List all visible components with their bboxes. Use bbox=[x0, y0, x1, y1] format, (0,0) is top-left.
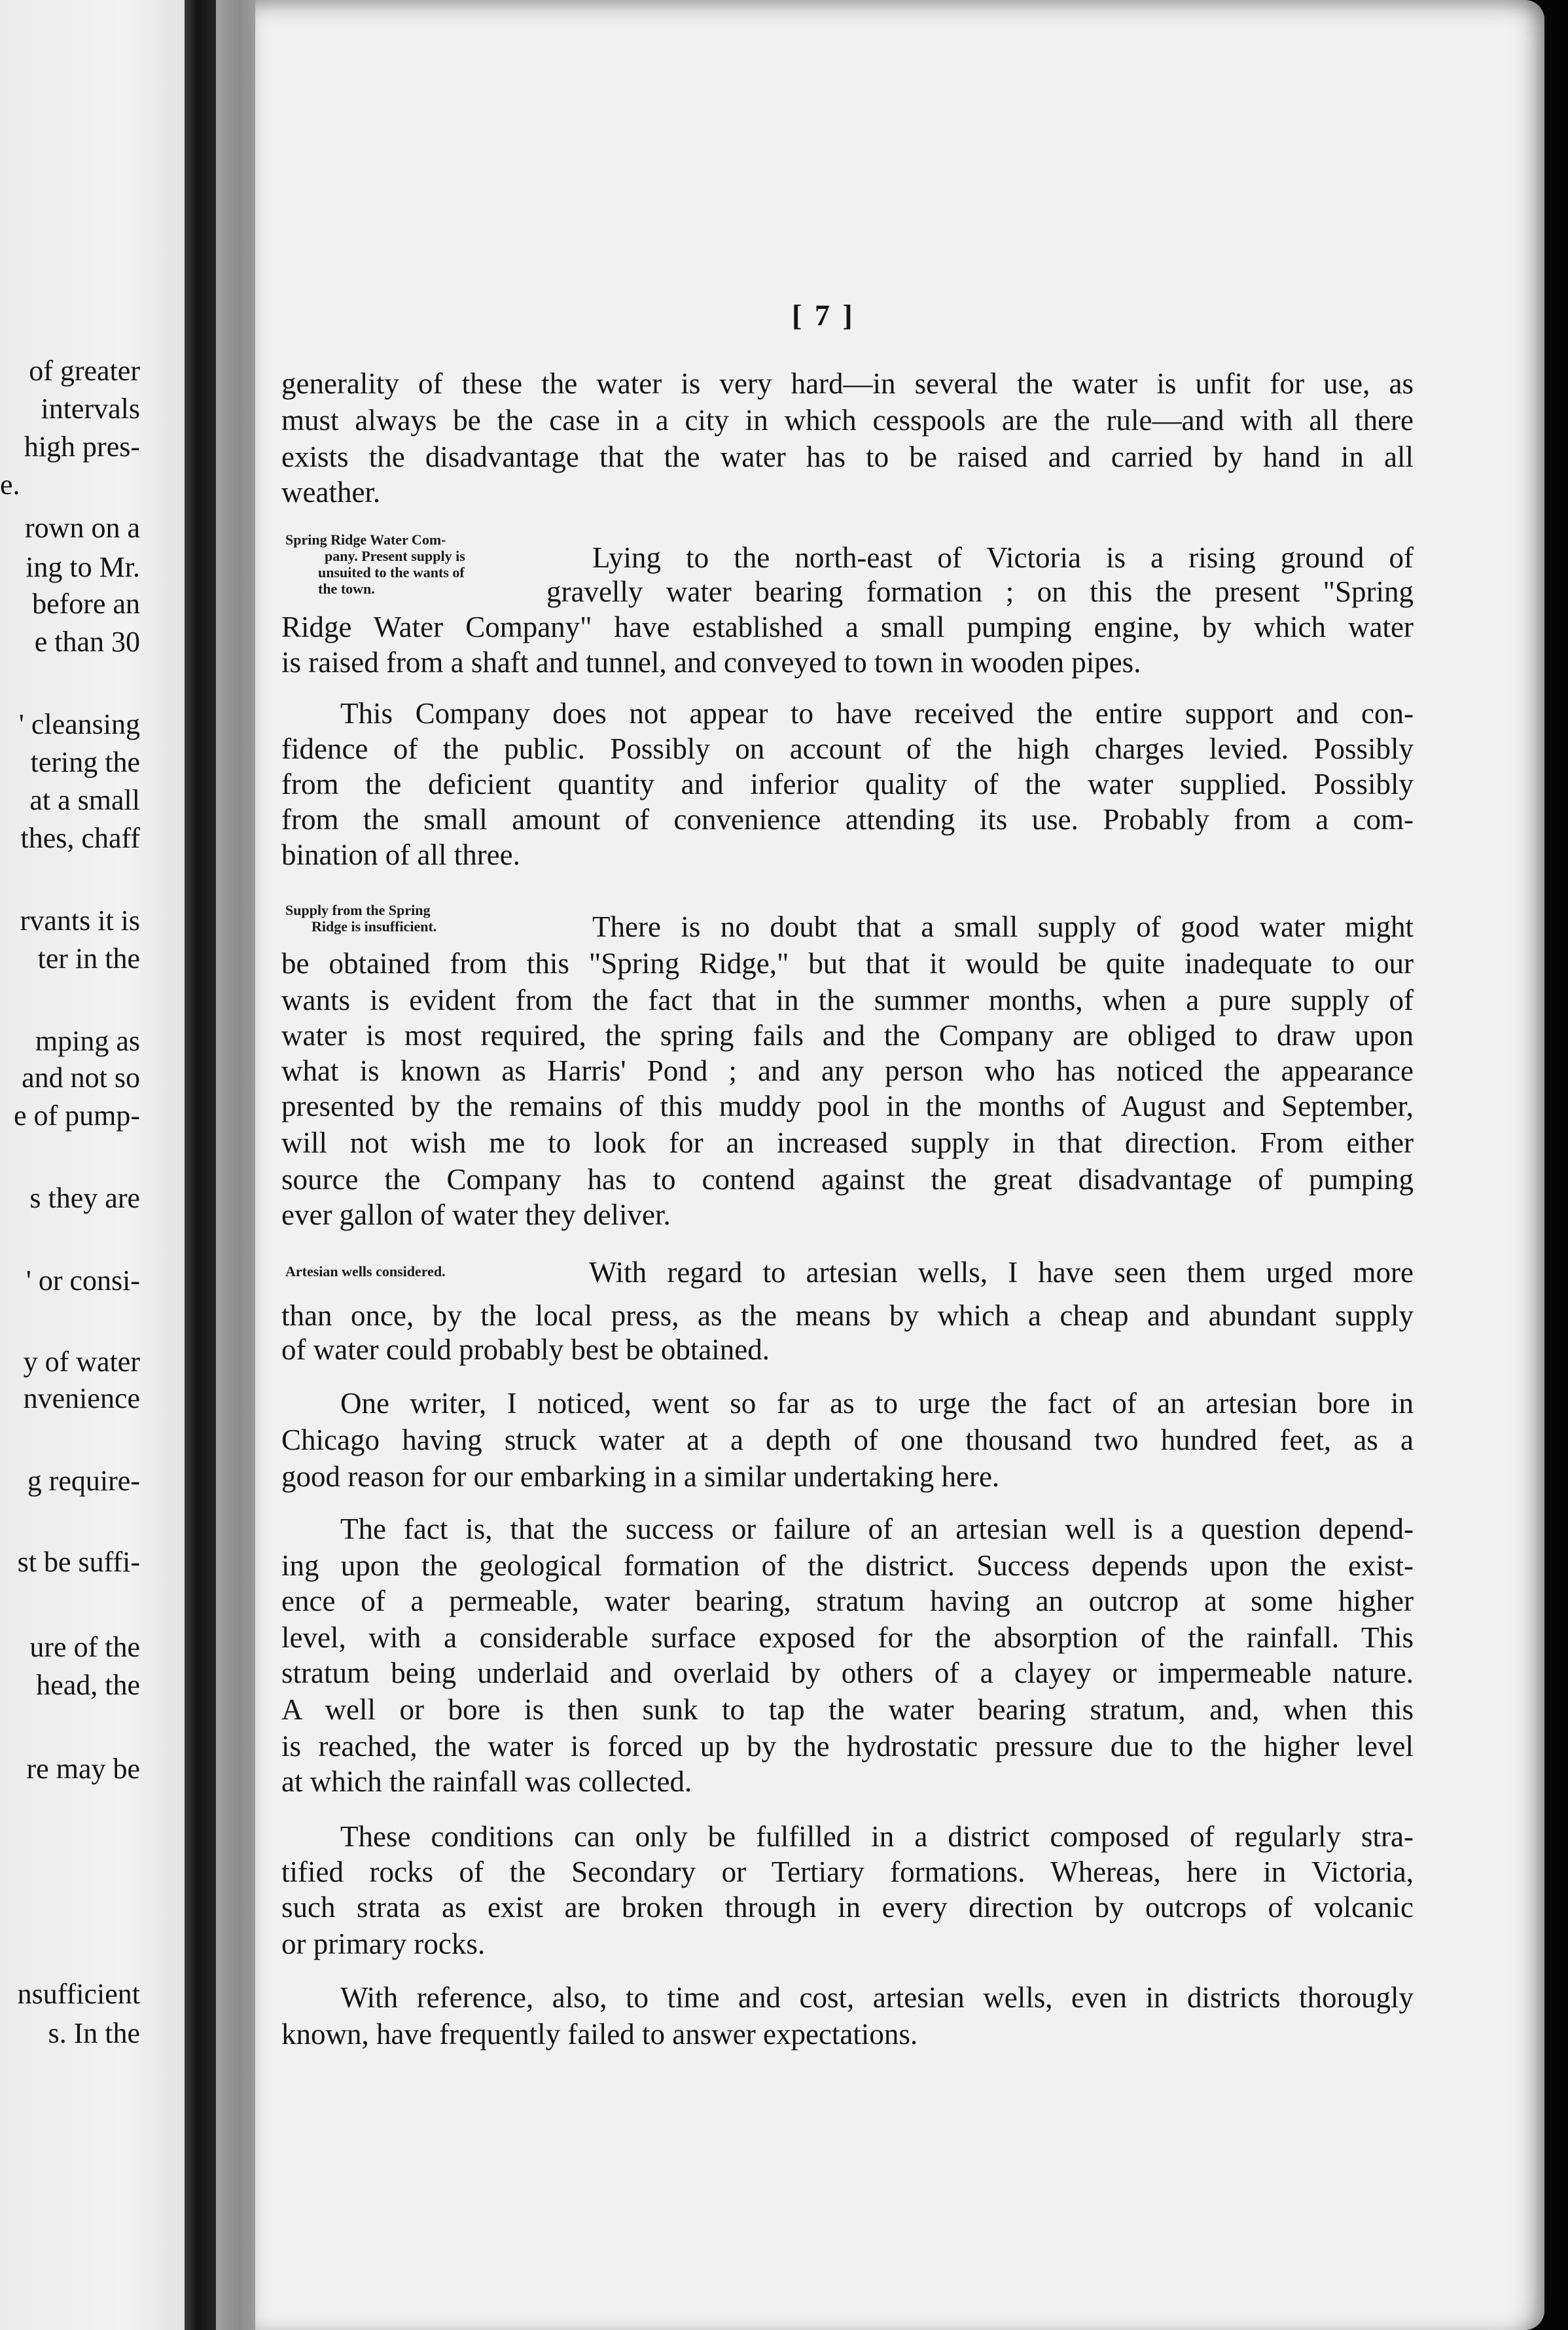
text-line: Lying to the north-east of Victoria is a rising ground of bbox=[592, 541, 1414, 574]
text-line: water is most required, the spring fails and the Company are obliged to draw upon bbox=[281, 1019, 1414, 1052]
text-line: One writer, I noticed, went so far as to urge the fact of an artesian bore in bbox=[340, 1387, 1414, 1420]
text-line: fidence of the public. Possibly on account of the high charges levied. Possibly bbox=[281, 732, 1414, 765]
text-line: There is no doubt that a small supply of good water might bbox=[592, 910, 1414, 943]
left-page-line: y of water bbox=[23, 1346, 140, 1378]
left-page-line: g require- bbox=[27, 1465, 140, 1497]
text-line: from the small amount of convenience attending its use. Probably from a com- bbox=[281, 803, 1414, 836]
text-line: from the deficient quantity and inferior quality of the water supplied. Possibly bbox=[281, 768, 1414, 800]
margin-note-line: the town. bbox=[318, 581, 375, 597]
text-line: or primary rocks. bbox=[281, 1927, 486, 1960]
book-gutter-shadow bbox=[185, 0, 216, 2330]
text-line: good reason for our embarking in a similar undertaking here. bbox=[281, 1460, 1000, 1493]
margin-note-line: unsuited to the wants of bbox=[318, 564, 465, 581]
left-page-line: e than 30 bbox=[34, 626, 140, 658]
left-page-line: s they are bbox=[29, 1182, 140, 1214]
text-line: A well or bore is then sunk to tap the water bearing stratum, and, when this bbox=[281, 1693, 1414, 1726]
left-page-line: st be suffi- bbox=[17, 1546, 140, 1578]
text-line: source the Company has to contend against the great disadvantage of pumping bbox=[281, 1163, 1414, 1196]
left-page-line: head, the bbox=[36, 1669, 140, 1701]
text-line: of water could probably best be obtained. bbox=[281, 1333, 770, 1366]
left-page-line: ing to Mr. bbox=[26, 551, 140, 583]
text-line: Chicago having struck water at a depth of one thousand two hundred feet, as a bbox=[281, 1424, 1414, 1456]
left-page-line: thes, chaff bbox=[20, 822, 140, 854]
left-page-line: nvenience bbox=[23, 1382, 140, 1414]
margin-note-line: Artesian wells considered. bbox=[285, 1263, 446, 1280]
left-page-line: e. bbox=[0, 469, 20, 501]
text-line: Ridge Water Company" have established a small pumping engine, by which water bbox=[281, 611, 1414, 643]
left-page-line: of greater bbox=[29, 355, 140, 387]
margin-note-line: Ridge is insufficient. bbox=[312, 918, 437, 935]
text-line: These conditions can only be fulfilled in a district composed of regularly stra- bbox=[340, 1820, 1414, 1853]
text-line: The fact is, that the success or failure of an artesian well is a question depend- bbox=[340, 1513, 1414, 1545]
text-line: tified rocks of the Secondary or Tertiary formations. Whereas, here in Victoria, bbox=[281, 1855, 1414, 1888]
left-page-line: rvants it is bbox=[20, 905, 140, 937]
left-page-line: at a small bbox=[29, 784, 140, 816]
left-page-line: and not so bbox=[22, 1062, 140, 1094]
margin-note-line: Supply from the Spring bbox=[285, 902, 431, 918]
left-page-line: ter in the bbox=[37, 942, 140, 975]
text-line: what is known as Harris' Pond ; and any person who has noticed the appearance bbox=[281, 1054, 1414, 1087]
text-line: level, with a considerable surface exposed for the absorption of the rainfall. This bbox=[281, 1621, 1414, 1654]
text-line: than once, by the local press, as the means by which a cheap and abundant supply bbox=[281, 1299, 1414, 1332]
left-page-line: high pres- bbox=[24, 431, 140, 463]
text-line: stratum being underlaid and overlaid by others of a clayey or impermeable nature. bbox=[281, 1657, 1414, 1689]
margin-note-supply bbox=[285, 902, 437, 935]
text-line: be obtained from this "Spring Ridge," but that it would be quite inadequate to our bbox=[281, 947, 1414, 980]
page-number: [ 7 ] bbox=[792, 298, 855, 332]
left-page-line: ' cleansing bbox=[18, 708, 140, 740]
text-line: weather. bbox=[281, 476, 381, 509]
previous-page-fragment bbox=[0, 0, 185, 2330]
text-line: With regard to artesian wells, I have seen them urged more bbox=[589, 1256, 1414, 1289]
book-gutter bbox=[216, 0, 255, 2330]
text-line: must always be the case in a city in which cesspools are the rule—and with all there bbox=[281, 404, 1414, 437]
text-line: wants is evident from the fact that in the summer months, when a pure supply of bbox=[281, 984, 1414, 1016]
text-line: generality of these the water is very hard—in several the water is unfit for use, as bbox=[281, 367, 1414, 400]
left-page-line: rown on a bbox=[25, 512, 140, 544]
text-line: ever gallon of water they deliver. bbox=[281, 1198, 671, 1231]
text-line: exists the disadvantage that the water has to be raised and carried by hand in all bbox=[281, 440, 1414, 473]
left-page-line: e of pump- bbox=[13, 1100, 140, 1132]
left-page-line: tering the bbox=[30, 746, 140, 778]
text-line: presented by the remains of this muddy pool in the months of August and September, bbox=[281, 1090, 1414, 1122]
text-line: ing upon the geological formation of the district. Success depends upon the exist- bbox=[281, 1549, 1414, 1582]
margin-note-line: pany. Present supply is bbox=[325, 548, 465, 564]
text-line: With reference, also, to time and cost, artesian wells, even in districts thorougly bbox=[340, 1981, 1414, 2014]
left-page-line: mping as bbox=[35, 1025, 140, 1057]
margin-note-artesian bbox=[285, 1263, 446, 1280]
left-page-line: ure of the bbox=[29, 1631, 140, 1663]
text-line: ence of a permeable, water bearing, stratum having an outcrop at some higher bbox=[281, 1585, 1414, 1617]
margin-note-spring-ridge bbox=[285, 531, 465, 597]
text-line: will not wish me to look for an increased supply in that direction. From either bbox=[281, 1126, 1414, 1159]
text-line: known, have frequently failed to answer expectations. bbox=[281, 2018, 918, 2051]
text-line: This Company does not appear to have received the entire support and con- bbox=[340, 697, 1414, 730]
left-page-line: intervals bbox=[41, 393, 140, 425]
text-line: at which the rainfall was collected. bbox=[281, 1765, 692, 1798]
left-page-line: s. In the bbox=[48, 2017, 140, 2049]
left-page-line: before an bbox=[32, 588, 140, 620]
text-line: is raised from a shaft and tunnel, and conveyed to town in wooden pipes. bbox=[281, 646, 1141, 679]
text-line: such strata as exist are broken through in every direction by outcrops of volcanic bbox=[281, 1891, 1414, 1924]
left-page-line: nsufficient bbox=[17, 1978, 140, 2010]
left-page-line: ' or consi- bbox=[26, 1264, 140, 1297]
text-line: is reached, the water is forced up by the hydrostatic pressure due to the higher level bbox=[281, 1730, 1414, 1763]
text-line: gravelly water bearing formation ; on this the present "Spring bbox=[546, 575, 1414, 608]
margin-note-line: Spring Ridge Water Com- bbox=[285, 531, 446, 548]
text-line: bination of all three. bbox=[281, 838, 520, 871]
left-page-line: re may be bbox=[26, 1753, 140, 1785]
